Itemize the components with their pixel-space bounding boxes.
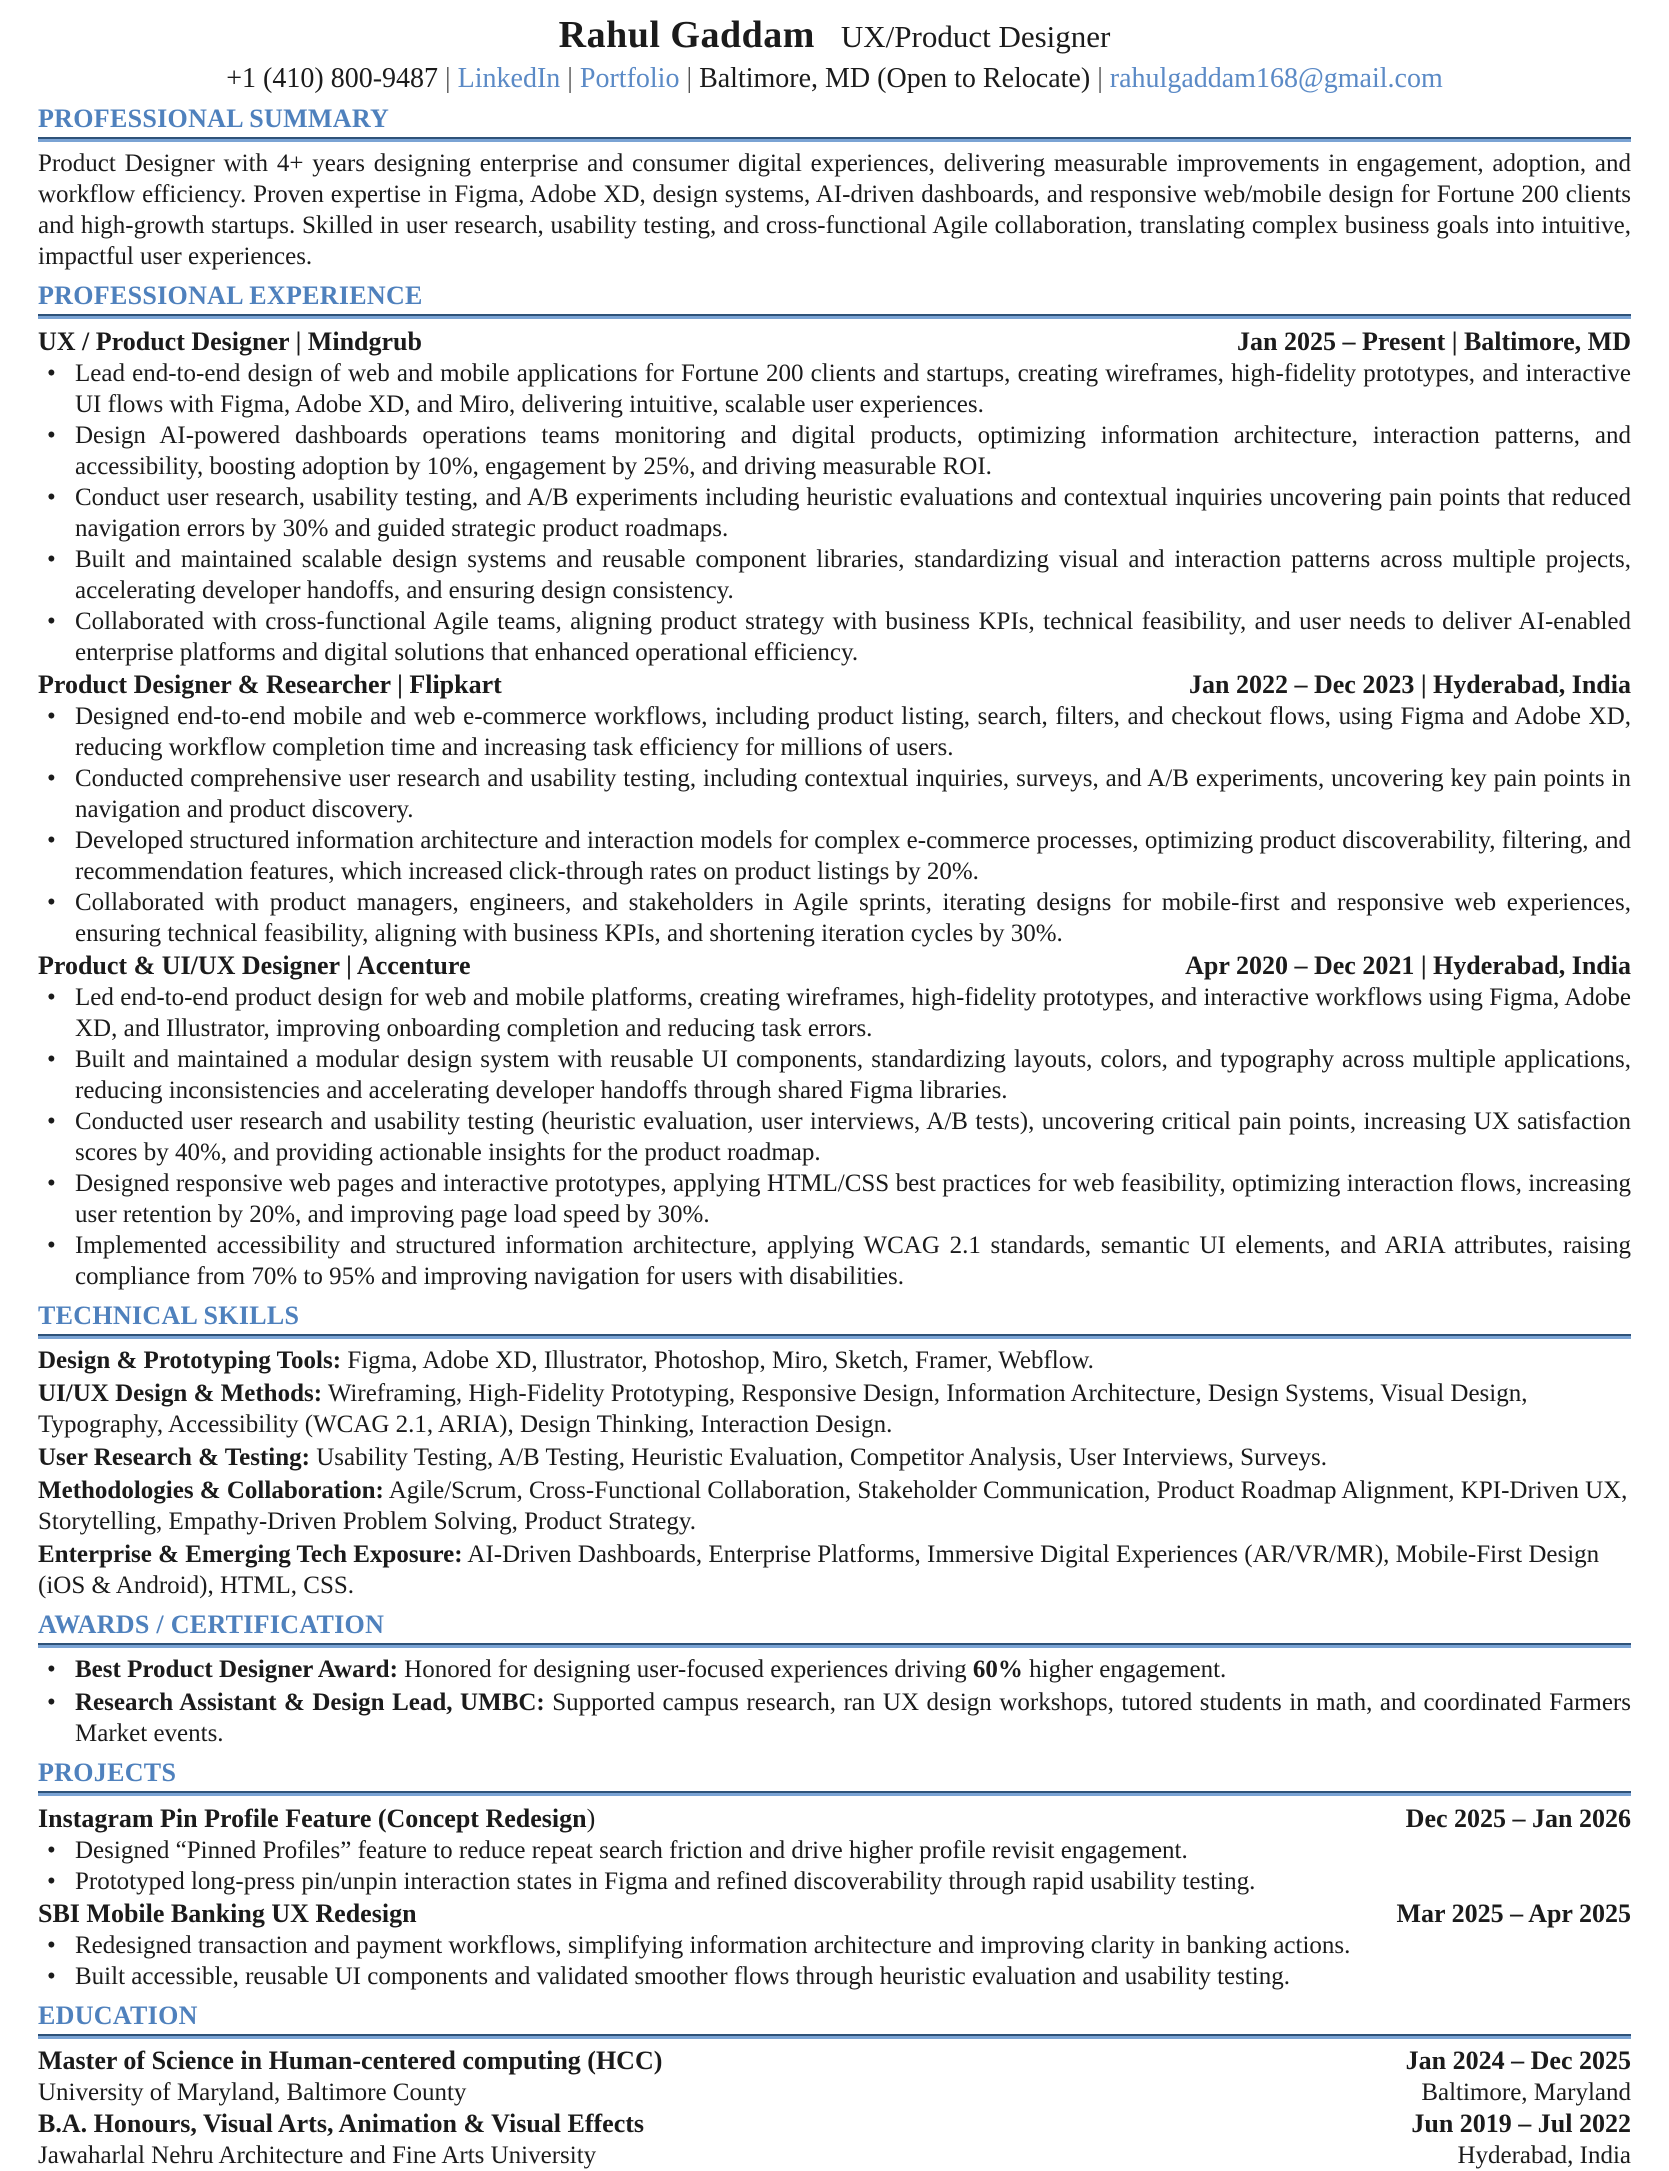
school-name: University of Maryland, Baltimore County (38, 2078, 467, 2106)
degree-name: Master of Science in Human-centered computing (HCC) (38, 2045, 663, 2075)
award-text: Supported campus research, ran UX design workshops, tutored students in math, and coordinated Farmers Market events. (75, 1688, 1631, 1747)
candidate-name: Rahul Gaddam (558, 14, 815, 56)
summary-text: Product Designer with 4+ years designing enterprise and consumer digital experiences, delivering measurable improvements in engagement, adoption, and workflow efficiency. Proven expertise in Figma, Adobe XD, design systems, AI-driven dashboards, and responsive web/mobile design for Fortune 200 clients and high-growth startups. Skilled in user research, usability testing, and cross-functional Agile collaboration, translating complex business goals into intuitive, impactful user experiences. (38, 150, 1631, 271)
project-header-instagram (38, 1802, 1631, 1835)
email-link[interactable]: rahulgaddam168@gmail.com (1109, 62, 1443, 94)
education-degree-row (38, 2108, 1631, 2140)
job-header-accenture (38, 949, 1631, 982)
section-divider (38, 314, 1631, 319)
skill-group (38, 1539, 1631, 1601)
job-bullet-list (38, 358, 1631, 668)
skill-values: Agile/Scrum, Cross-Functional Collaboration, Stakeholder Communication, Product Roadmap Alignment, KPI-Driven UX, Storytelling, Empathy-Driven Problem Solving, Product Strategy. (38, 1476, 1628, 1535)
bullet-item: • Built accessible, reusable UI components and validated smoother flows through heuristic evaluation and usability testing. (38, 1961, 1631, 1992)
section-heading: EDUCATION (38, 2000, 198, 2030)
bullet-item: • Conducted user research and usability testing (heuristic evaluation, user interviews, A/B tests), uncovering critical pain points, increasing UX satisfaction scores by 40%, and providing actionable insights for the product roadmap. (38, 1106, 1631, 1168)
bullet-item: • Conducted comprehensive user research and usability testing, including contextual inquiries, surveys, and A/B experiments, uncovering key pain points in navigation and product discovery. (38, 763, 1631, 825)
education-school-row (38, 2140, 1631, 2171)
award-highlight: 60% (972, 1655, 1023, 1683)
section-heading: PROFESSIONAL SUMMARY (38, 104, 390, 134)
skill-label: User Research & Testing: (38, 1443, 310, 1471)
section-projects (38, 1758, 1631, 1992)
section-education (38, 2001, 1631, 2171)
section-heading: TECHNICAL SKILLS (38, 1301, 300, 1331)
section-heading: PROJECTS (38, 1757, 177, 1787)
candidate-title: UX/Product Designer (840, 19, 1111, 54)
bullet-item: • Built and maintained a modular design system with reusable UI components, standardizing layouts, colors, and typography across multiple applications, reducing inconsistencies and accelerating developer handoffs through shared Figma libraries. (38, 1044, 1631, 1106)
linkedin-link[interactable]: LinkedIn (457, 62, 561, 94)
separator: | (1097, 62, 1103, 94)
section-divider (38, 2034, 1631, 2039)
bullet-item: • Implemented accessibility and structured information architecture, applying WCAG 2.1 standards, semantic UI elements, and ARIA attributes, raising compliance from 70% to 95% and improving navigation for users with disabilities. (38, 1230, 1631, 1292)
job-title: Product Designer & Researcher | Flipkart (38, 670, 502, 700)
degree-name: B.A. Honours, Visual Arts, Animation & Visual Effects (38, 2108, 645, 2138)
award-item (38, 1687, 1631, 1749)
skill-group (38, 1345, 1631, 1376)
bullet-item: • Designed responsive web pages and interactive prototypes, applying HTML/CSS best practices for web feasibility, optimizing interaction flows, increasing user retention by 20%, and improving page load speed by 30%. (38, 1168, 1631, 1230)
bullet-item: • Lead end-to-end design of web and mobile applications for Fortune 200 clients and startups, creating wireframes, high-fidelity prototypes, and interactive UI flows with Figma, Adobe XD, and Miro, delivering intuitive, scalable user experiences. (38, 358, 1631, 420)
bullet-item: • Collaborated with product managers, engineers, and stakeholders in Agile sprints, iterating designs for mobile-first and responsive web experiences, ensuring technical feasibility, aligning with business KPIs, and shortening iteration cycles by 30%. (38, 887, 1631, 949)
skill-values: Figma, Adobe XD, Illustrator, Photoshop, Miro, Sketch, Framer, Webflow. (341, 1346, 1094, 1374)
degree-dates: Jan 2024 – Dec 2025 (1405, 2045, 1631, 2075)
job-bullet-list (38, 982, 1631, 1292)
award-item (38, 1654, 1631, 1685)
separator: | (686, 62, 693, 94)
bullet-item: • Designed end-to-end mobile and web e-commerce workflows, including product listing, search, filters, and checkout flows, using Figma and Adobe XD, reducing workflow completion time and increasing task efficiency for millions of users. (38, 701, 1631, 763)
project-bullet-list (38, 1835, 1631, 1897)
project-dates: Mar 2025 – Apr 2025 (1396, 1898, 1631, 1928)
degree-dates: Jun 2019 – Jul 2022 (1411, 2108, 1631, 2138)
bullet-item: • Prototyped long-press pin/unpin interaction states in Figma and refined discoverability through rapid usability testing. (38, 1866, 1631, 1897)
job-dates-location: Jan 2025 – Present | Baltimore, MD (1237, 327, 1631, 357)
bullet-item: • Designed “Pinned Profiles” feature to reduce repeat search friction and drive higher profile revisit engagement. (38, 1835, 1631, 1866)
section-professional-summary (38, 104, 1631, 272)
bullet-item: • Led end-to-end product design for web and mobile platforms, creating wireframes, high-fidelity prototypes, and interactive workflows using Figma, Adobe XD, and Illustrator, improving onboarding completion and reducing task errors. (38, 982, 1631, 1044)
skill-values: Wireframing, High-Fidelity Prototyping, Responsive Design, Information Architecture, Design Systems, Visual Design, Typography, Accessibility (WCAG 2.1, ARIA), Design Thinking, Interaction Design. (38, 1379, 1528, 1438)
separator: | (445, 62, 451, 94)
skill-group (38, 1378, 1631, 1440)
project-title-text: SBI Mobile Banking UX Redesign (38, 1898, 417, 1928)
separator: | (567, 62, 573, 94)
award-text: Honored for designing user-focused experiences driving (397, 1655, 973, 1683)
portfolio-link[interactable]: Portfolio (579, 62, 680, 94)
bullet-item: • Redesigned transaction and payment workflows, simplifying information architecture and improving clarity in banking actions. (38, 1930, 1631, 1961)
section-heading: PROFESSIONAL EXPERIENCE (38, 281, 423, 311)
job-title: UX / Product Designer | Mindgrub (38, 327, 422, 357)
skill-label: UI/UX Design & Methods: (38, 1379, 323, 1407)
skill-label: Enterprise & Emerging Tech Exposure: (38, 1540, 463, 1568)
project-title-suffix: ) (586, 1803, 596, 1833)
phone-number: +1 (410) 800-9487 (226, 62, 439, 94)
contact-line (38, 62, 1631, 96)
bullet-item: • Developed structured information architecture and interaction models for complex e-commerce processes, optimizing product discoverability, filtering, and recommendation features, which increased click-through rates on product listings by 20%. (38, 825, 1631, 887)
award-label: Best Product Designer Award: (75, 1655, 398, 1683)
awards-list (38, 1654, 1631, 1749)
project-title (38, 1897, 417, 1930)
section-divider (38, 1791, 1631, 1796)
project-title (38, 1802, 595, 1835)
section-technical-skills (38, 1301, 1631, 1601)
project-dates: Dec 2025 – Jan 2026 (1405, 1803, 1631, 1833)
section-divider (38, 1334, 1631, 1339)
award-text: higher engagement. (1022, 1655, 1227, 1683)
skill-values: Usability Testing, A/B Testing, Heuristic Evaluation, Competitor Analysis, User Interviews, Surveys. (309, 1443, 1327, 1471)
skill-group (38, 1475, 1631, 1537)
school-location: Hyderabad, India (1457, 2141, 1631, 2169)
project-title-text: Instagram Pin Profile Feature (Concept Redesign (38, 1803, 587, 1833)
school-name: Jawaharlal Nehru Architecture and Fine Arts University (38, 2141, 597, 2169)
section-heading: AWARDS / CERTIFICATION (38, 1609, 385, 1639)
skill-group (38, 1442, 1631, 1473)
section-divider (38, 137, 1631, 142)
skill-label: Design & Prototyping Tools: (38, 1346, 342, 1374)
job-header-mindgrub (38, 325, 1631, 358)
education-school-row (38, 2077, 1631, 2108)
job-title: Product & UI/UX Designer | Accenture (38, 951, 471, 981)
section-professional-experience (38, 281, 1631, 1292)
skill-values: AI-Driven Dashboards, Enterprise Platforms, Immersive Digital Experiences (AR/VR/MR), Mobile-First Design (iOS & Android), HTML, CSS. (38, 1540, 1600, 1599)
education-degree-row (38, 2045, 1631, 2077)
location-text: Baltimore, MD (Open to Relocate) (699, 62, 1091, 94)
header (38, 14, 1631, 58)
project-header-sbi (38, 1897, 1631, 1930)
section-divider (38, 1643, 1631, 1648)
skill-label: Methodologies & Collaboration: (38, 1476, 384, 1504)
section-awards-certification (38, 1610, 1631, 1749)
job-header-flipkart (38, 668, 1631, 701)
bullet-item: • Conduct user research, usability testing, and A/B experiments including heuristic evaluations and contextual inquiries uncovering pain points that reduced navigation errors by 30% and guided strategic product roadmaps. (38, 482, 1631, 544)
school-location: Baltimore, Maryland (1421, 2078, 1631, 2106)
award-label: Research Assistant & Design Lead, UMBC: (75, 1688, 545, 1716)
job-dates-location: Apr 2020 – Dec 2021 | Hyderabad, India (1185, 951, 1631, 981)
project-bullet-list (38, 1930, 1631, 1992)
job-bullet-list (38, 701, 1631, 949)
bullet-item: • Design AI-powered dashboards operations teams monitoring and digital products, optimizing information architecture, interaction patterns, and accessibility, boosting adoption by 10%, engagement by 25%, and driving measurable ROI. (38, 420, 1631, 482)
job-dates-location: Jan 2022 – Dec 2023 | Hyderabad, India (1189, 670, 1631, 700)
bullet-item: • Built and maintained scalable design systems and reusable component libraries, standardizing visual and interaction patterns across multiple projects, accelerating developer handoffs, and ensuring design consistency. (38, 544, 1631, 606)
bullet-item: • Collaborated with cross-functional Agile teams, aligning product strategy with business KPIs, technical feasibility, and user needs to deliver AI-enabled enterprise platforms and digital solutions that enhanced operational efficiency. (38, 606, 1631, 668)
